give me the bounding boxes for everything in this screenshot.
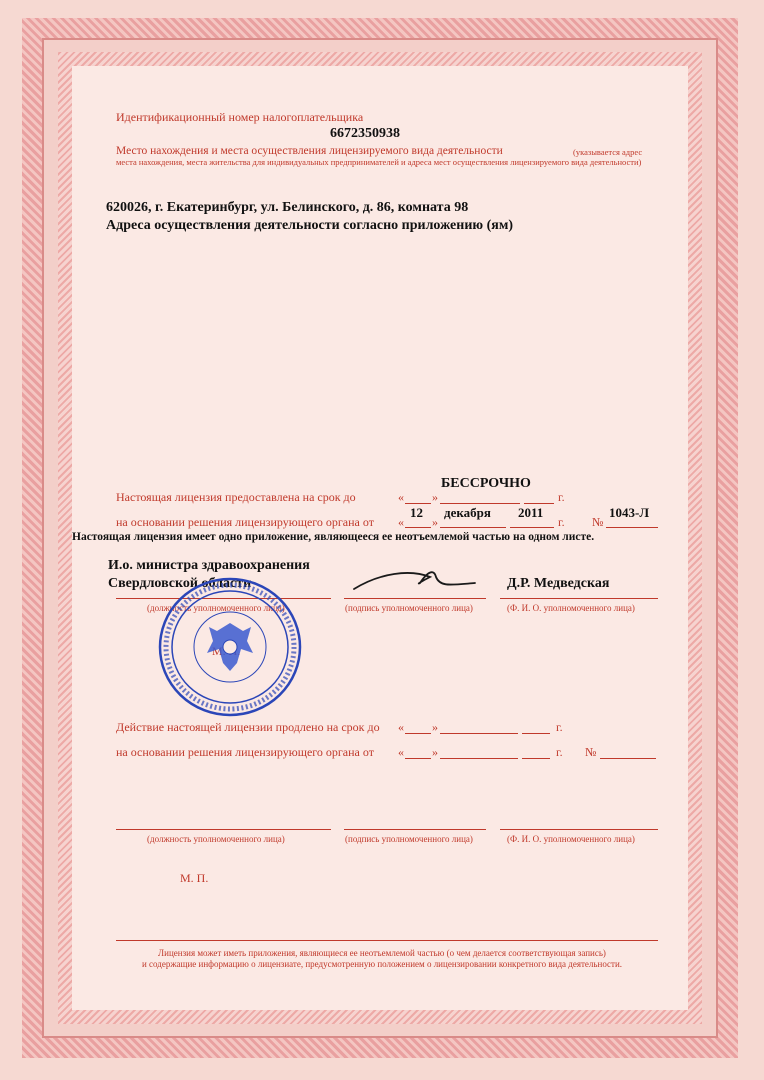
- inn-value: 6672350938: [330, 126, 400, 141]
- decision-quote-close: »: [432, 515, 438, 529]
- ext-signature-line: [344, 829, 486, 830]
- extension-day-line: [405, 733, 431, 734]
- name-line: [500, 598, 658, 599]
- mp-label: М.: [212, 644, 226, 658]
- decision-number-line: [606, 527, 658, 528]
- decision-quote-open: «: [398, 515, 404, 529]
- extension-decision-quote-open: «: [398, 745, 404, 759]
- decision-year: 2011: [518, 505, 544, 520]
- term-year-line: [524, 503, 554, 504]
- extension-decision-day-line: [405, 758, 431, 759]
- decision-day: 12: [410, 505, 423, 520]
- decision-month: декабря: [444, 505, 491, 520]
- term-day-line: [405, 503, 431, 504]
- term-month-line: [440, 503, 520, 504]
- extension-month-line: [440, 733, 518, 734]
- ext-caption-name: (Ф. И. О. уполномоченного лица): [507, 834, 635, 844]
- extension-number-sign: №: [585, 745, 597, 759]
- extension-decision-quote-close: »: [432, 745, 438, 759]
- extension-decision-year-line: [522, 758, 550, 759]
- extension-label: Действие настоящей лицензии продлено на срок до: [116, 720, 380, 734]
- ext-caption-signature: (подпись уполномоченного лица): [345, 834, 473, 844]
- footer-note-2: и содержащие информацию о лицензиате, предусмотренную положением о лицензировании конкретного вида деятельности.: [141, 959, 623, 969]
- extension-decision-year-suffix: г.: [556, 745, 563, 759]
- extension-quote-close: »: [432, 720, 438, 734]
- extension-number-line: [600, 758, 656, 759]
- address-value: 620026, г. Екатеринбург, ул. Белинского, д. 86, комната 98: [106, 200, 469, 215]
- ext-mp-label: М. П.: [180, 871, 209, 885]
- decision-label: на основании решения лицензирующего органа от: [116, 515, 374, 529]
- decision-day-line: [405, 527, 431, 528]
- decision-month-line: [440, 527, 506, 528]
- appendix-statement: Настоящая лицензия имеет одно приложение, являющееся ее неотъемлемой частью на одном листе.: [72, 531, 595, 543]
- term-year-suffix: г.: [558, 490, 565, 504]
- extension-decision-month-line: [440, 758, 518, 759]
- decision-number: 1043-Л: [609, 505, 650, 520]
- caption-name: (Ф. И. О. уполномоченного лица): [507, 603, 635, 613]
- location-label: Место нахождения и места осуществления лицензируемого вида деятельности: [116, 145, 503, 157]
- extension-year-line: [522, 733, 550, 734]
- caption-signature: (подпись уполномоченного лица): [345, 603, 473, 613]
- footer-line: [116, 940, 658, 941]
- signatory-name: Д.Р. Медведская: [507, 576, 610, 591]
- inn-label: Идентификационный номер налогоплательщика: [116, 110, 364, 124]
- location-note: (указывается адрес места нахождения, места жительства для индивидуальных предпринимателей и адреса мест осуществления лицензируемого вида деятельности): [116, 147, 643, 167]
- signatory-position-2: Свердловской области: [108, 576, 252, 591]
- signatory-position-1: И.о. министра здравоохранения: [108, 558, 310, 573]
- term-quote-open: «: [398, 490, 404, 504]
- decision-number-sign: №: [592, 515, 604, 529]
- extension-decision-label: на основании решения лицензирующего органа от: [116, 745, 374, 759]
- handwritten-signature: [350, 565, 480, 595]
- ext-name-line: [500, 829, 658, 830]
- signature-line: [344, 598, 486, 599]
- term-value: БЕССРОЧНО: [441, 476, 531, 491]
- caption-position: (должность уполномоченного лица): [147, 603, 285, 613]
- official-seal: [157, 575, 303, 719]
- extension-quote-open: «: [398, 720, 404, 734]
- footer-note-1: Лицензия может иметь приложения, являющиеся ее неотъемлемой частью (о чем делается соответствующая запись): [158, 948, 606, 958]
- term-label: Настоящая лицензия предоставлена на срок до: [116, 490, 356, 504]
- ext-position-line: [116, 829, 331, 830]
- ext-caption-position: (должность уполномоченного лица): [147, 834, 285, 844]
- extension-year-suffix: г.: [556, 720, 563, 734]
- decision-year-line: [510, 527, 554, 528]
- decision-year-suffix: г.: [558, 515, 565, 529]
- term-quote-close: »: [432, 490, 438, 504]
- address-note: Адреса осуществления деятельности согласно приложению (ям): [106, 218, 514, 233]
